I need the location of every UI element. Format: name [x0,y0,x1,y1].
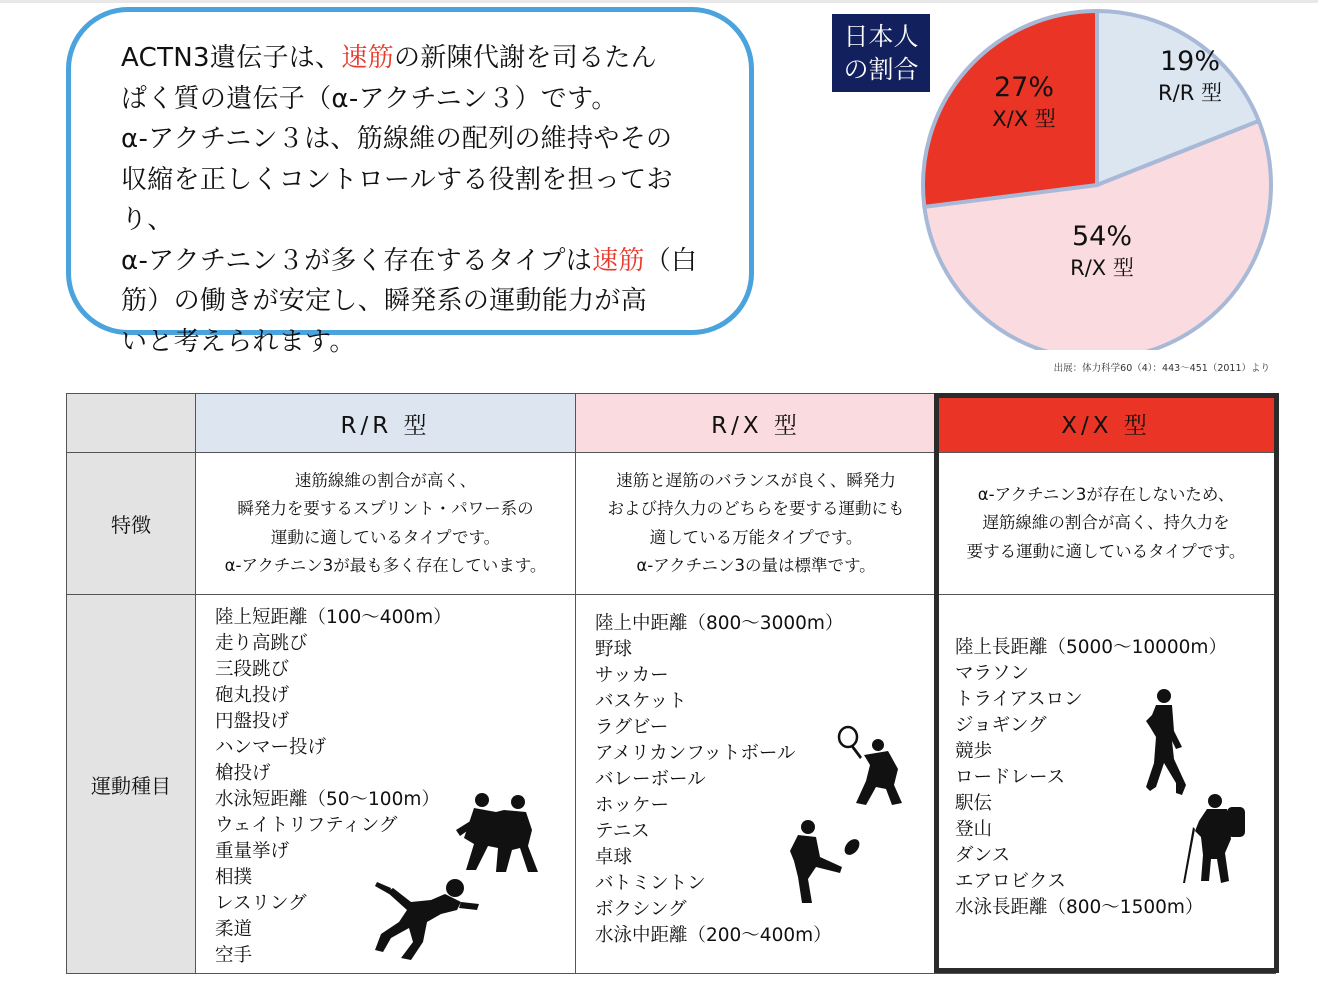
sport-item: 登山 [955,819,993,840]
features-rr [196,453,576,595]
sport-item: 重量挙げ [215,841,290,862]
sport-item: 相撲 [215,867,253,888]
intro-highlight: 速筋 [341,43,394,73]
pie-title-line-2: の割合 [843,55,919,84]
sport-item: ロードレース [955,767,1066,788]
intro-line-3: α-アクチニン３は、筋線維の配列の維持やその [121,124,673,154]
sport-item: 走り高跳び [215,633,308,654]
intro-text: の新陳代謝を司るたん [393,43,657,73]
header-rx-label: R/X 型 [711,412,801,439]
sport-item: 円盤投げ [215,711,290,732]
sport-item: 槍投げ [215,763,271,784]
row-label-sports: 運動種目 [67,595,196,974]
sport-item: トライアスロン [955,689,1083,710]
feature-line: 要する運動に適しているタイプです。 [966,541,1246,561]
genotype-table [66,393,1276,974]
header-xx [937,394,1276,453]
feature-line: α-アクチニン3が存在しないため、 [977,484,1235,504]
source-citation: 出展：体力科学60（4）：443～451（2011）より [1053,363,1270,374]
features-rx [576,453,937,595]
sport-item: ハンマー投げ [215,737,327,758]
feature-line: 運動に適しているタイプです。 [270,527,501,547]
sport-item: サッカー [595,665,669,686]
sport-item: ウェイトリフティング [215,815,398,836]
intro-line-5 [121,241,725,282]
sport-item: 駅伝 [955,793,993,814]
pie-category-label: X/X 型 [992,107,1056,131]
sports-xx [937,595,1276,974]
sports-rr-list [215,605,575,969]
intro-line-1 [121,38,725,79]
sports-rx-list [595,611,936,949]
features-rx-text [576,467,936,581]
intro-line-7: いと考えられます。 [121,326,356,357]
pie-percent-label: 27% [993,72,1055,103]
feature-line: 速筋線維の割合が高く、 [294,470,477,490]
sport-item: 陸上長距離（5000～10000m） [955,637,1227,658]
header-rr [196,394,576,453]
intro-line-2: ぱく質の遺伝子（α-アクチニン３）です。 [121,83,618,114]
sport-item: アメリカンフットボール [595,743,796,764]
table-row-sports [67,595,1276,974]
feature-line: および持久力のどちらを要する運動にも [607,499,905,518]
sports-xx-list [955,635,1275,921]
sport-item: 陸上短距離（100～400m） [215,607,452,628]
sport-item: 柔道 [215,919,253,940]
pie-chart [914,0,1284,350]
intro-text: （白 [644,245,698,276]
sport-item: 水泳短距離（50～100m） [215,789,440,810]
pie-category-label: R/X 型 [1070,256,1134,280]
sports-rr [196,595,576,974]
feature-line: 瞬発力を要するスプリント・パワー系の [237,499,534,518]
table-corner [67,394,196,453]
sport-item: テニス [595,821,650,842]
intro-text: α-アクチニン３が多く存在するタイプは [121,245,593,276]
sport-item: ラグビー [595,717,669,738]
sport-item: ダンス [955,845,1011,866]
sport-item: エアロビクス [955,871,1066,892]
intro-highlight: 速筋 [592,245,645,276]
intro-line-4: 収縮を正しくコントロールする役割を担っており、 [121,164,673,235]
table-header-row [67,394,1276,453]
sport-item: 空手 [215,945,253,966]
sport-item: 三段跳び [215,659,290,680]
sport-item: 卓球 [595,847,633,868]
pie-title-badge [832,14,930,92]
feature-line: α-アクチニン3が最も多く存在しています。 [224,556,547,575]
intro-text: ACTN3遺伝子は、 [121,43,342,73]
features-xx-text [937,481,1275,567]
sport-item: ボクシング [595,899,687,920]
feature-line: α-アクチニン3の量は標準です。 [636,556,876,575]
header-rr-label: R/R 型 [340,412,431,439]
intro-bubble [66,7,754,357]
features-xx [937,453,1276,595]
pie-category-label: R/R 型 [1158,81,1222,105]
feature-line: 遅筋線維の割合が高く、持久力を [982,513,1230,533]
sport-item: 野球 [595,639,633,660]
pie-percent-label: 54% [1071,221,1133,252]
sport-item: 陸上中距離（800～3000m） [595,613,844,634]
features-rr-text [196,467,575,581]
sport-item: マラソン [955,663,1030,684]
pie-title-line-1: 日本人 [843,22,919,51]
sport-item: ジョギング [955,715,1047,736]
sport-item: ホッケー [595,795,670,816]
header-rx [576,394,937,453]
intro-line-6: 筋）の働きが安定し、瞬発系の運動能力が高 [121,286,648,316]
sport-item: 競歩 [955,741,993,762]
sport-item: レスリング [215,893,307,914]
row-label-features: 特徴 [67,453,196,595]
feature-line: 適している万能タイプです。 [649,527,863,547]
sport-item: 水泳中距離（200～400m） [595,925,832,946]
sport-item: バスケット [595,691,687,712]
sport-item: 水泳長距離（800～1500m） [955,897,1204,918]
feature-line: 速筋と遅筋のバランスが良く、瞬発力 [616,470,896,490]
sports-rx [576,595,937,974]
sport-item: 砲丸投げ [215,685,290,706]
sport-item: バトミントン [595,873,706,894]
header-xx-label: X/X 型 [1061,412,1151,439]
table-row-features [67,453,1276,595]
sport-item: バレーボール [595,769,706,790]
pie-percent-label: 19% [1159,46,1221,77]
